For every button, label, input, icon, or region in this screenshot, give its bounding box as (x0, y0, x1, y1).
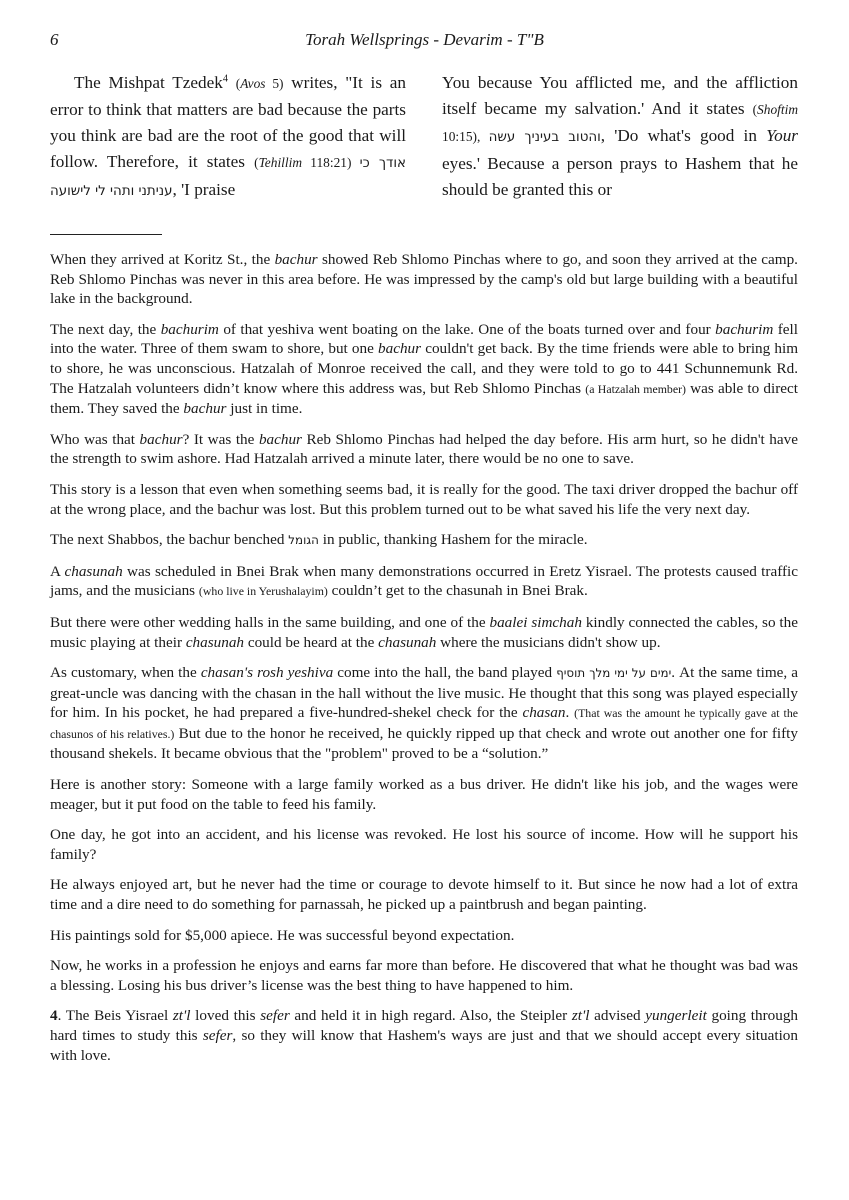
text-run: 5) (265, 76, 284, 91)
footnote-paragraph (50, 926, 798, 946)
text-run: The next Shabbos, the bachur benched (50, 531, 289, 549)
text-run: bachur (139, 430, 183, 448)
hebrew-text: הגומל (288, 533, 319, 548)
footnote-paragraph (50, 825, 798, 864)
text-run: Reb Shlomo Pinchas had helped the day before. His arm hurt, so he didn't have the strength to swim ashore. Had Hatzalah arrived a minute later, there would be no one to save. (50, 430, 798, 468)
footnote-paragraph (50, 530, 798, 551)
text-run: fell into the water. Three of them swam to shore, but one (50, 320, 798, 358)
text-run: (a Hatzalah member) (585, 381, 686, 396)
text-run: chasunah (378, 633, 437, 651)
text-run: writes, "It is an error to think that matters are bad because the parts you think are bad are the root of the good that will follow. Therefore, it states (50, 73, 406, 171)
footnote-paragraph (50, 663, 798, 764)
text-run: A (50, 562, 65, 580)
footnote-paragraph (50, 430, 798, 469)
text-run: This story is a lesson that even when something seems bad, it is really for the good. The taxi driver dropped the bachur off at the wrong place, and the bachur was lost. But this problem turned out to be what saved his life the very next day. (50, 480, 798, 518)
hebrew-text: והטוב בעיניך עשה (488, 130, 601, 145)
column-right (442, 70, 798, 205)
footnote-paragraph (50, 956, 798, 995)
text-run: Who was that (50, 430, 140, 448)
text-run (228, 73, 236, 92)
text-run: chasan (522, 704, 566, 722)
text-run: ( (254, 155, 259, 170)
text-run: One day, he got into an accident, and his license was revoked. He lost his source of income. How will he support his family? (50, 826, 798, 863)
text-run: where the musicians didn't show up. (436, 633, 661, 651)
column-left (50, 70, 406, 205)
text-run: The Mishpat Tzedek (74, 73, 223, 92)
text-run: bachurim (715, 320, 774, 338)
footnotes (50, 250, 798, 1076)
body-paragraph (442, 70, 798, 203)
text-run: ( (235, 76, 241, 91)
footnote-paragraph (50, 480, 798, 519)
text-run: zt'l (172, 1007, 191, 1025)
text-run: chasan's rosh yeshiva (200, 664, 334, 682)
text-run: sefer (260, 1007, 290, 1025)
footnote-paragraph (50, 1006, 798, 1065)
text-run: yungerleit (645, 1007, 707, 1025)
text-run: . (565, 704, 575, 722)
text-run: His paintings sold for $5,000 apiece. He was successful beyond expectation. (50, 926, 515, 944)
text-run: bachur (183, 400, 227, 418)
footnote-paragraph (50, 613, 798, 652)
body-paragraph (50, 70, 406, 205)
text-run: chasunah (185, 633, 245, 651)
footnote-paragraph (50, 775, 798, 814)
text-run: 10:15), (442, 129, 489, 144)
text-run: Here is another story: Someone with a large family worked as a bus driver. He didn't like his job, and the wages were meager, but it put food on the table to feed his family. (50, 776, 798, 813)
text-run: (who live in Yerushalayim) (198, 584, 328, 599)
text-run: . The Beis Yisrael (57, 1007, 173, 1025)
text-run: of that yeshiva went boating on the lake. One of the boats turned over and four (218, 320, 716, 338)
text-run: advised (589, 1007, 646, 1025)
hebrew-text: ימים על ימי מלך תוסיף (556, 666, 672, 681)
footnote-paragraph (50, 875, 798, 914)
text-run: The next day, the (50, 320, 161, 338)
text-run: bachurim (160, 320, 219, 338)
text-run: ? It was the (182, 430, 259, 448)
text-run: Now, he works in a profession he enjoys and earns far more than before. He discovered that what he thought was bad was a blessing. Losing his bus driver’s license was the best thing to have happened to him. (50, 957, 798, 994)
text-run: Tehillim (258, 155, 303, 170)
text-run: just in time. (226, 400, 303, 418)
text-run: was able to direct them. They saved the (50, 379, 798, 418)
main-text (50, 70, 798, 205)
page-number: 6 (50, 30, 59, 49)
text-run: come into the hall, the band played (333, 664, 557, 682)
text-run: (That was the amount he typically gave at the chasunos of his relatives.) (50, 706, 799, 741)
text-run: baalei simchah (489, 613, 582, 631)
text-run: 118:21) (302, 155, 360, 170)
text-run: But due to the honor he received, he quickly ripped up that check and wrote out another one for fifty thousand shekels. It became obvious that the "problem" proved to be a “solution.” (50, 724, 798, 763)
text-run: , 'I praise (172, 180, 236, 199)
text-run: When they arrived at Koritz St., the (50, 251, 275, 268)
text-run: zt'l (571, 1007, 590, 1025)
text-run: He always enjoyed art, but he never had the time or courage to devote himself to it. But since he now had a lot of extra time and a dire need to do something for parnassah, he picked up a paintbrush and began painting. (50, 876, 798, 914)
text-run: As customary, when the (50, 664, 201, 682)
footnote-divider (50, 234, 162, 235)
text-run: showed Reb Shlomo Pinchas where to go, and soon they arrived at the camp. Reb Shlomo Pinchas was never in this area before. He was impressed by the camp's old but large building with a beautiful lake in the background. (50, 251, 798, 308)
text-run: going through hard times to study this (50, 1007, 799, 1044)
text-run: , 'Do what's good in (600, 126, 767, 145)
footnote-paragraph (50, 250, 798, 309)
text-run: . At the same time, a great-uncle was dancing with the chasan in the hall without the live music. He thought that this song was played especially for him. In his pocket, he had prepared a five-hundred-shekel check for the (50, 664, 799, 722)
footnote-ref: 4 (222, 73, 228, 85)
text-run: ( (752, 102, 758, 117)
footnote-paragraph (50, 562, 798, 602)
hebrew-text: אודך כי עניתני ותהי לי לישועה (50, 156, 406, 199)
text-run: bachur (378, 340, 422, 358)
text-run: couldn't get back. By the time friends were able to bring him to shore, he was unconscious. Hatzalah of Monroe received the call, and they were told to go to 441 Schunnemunk Rd. The Hatzalah volunteers didn’t know where this address was, but Reb Shlomo Pinchas (50, 340, 799, 397)
text-run: 4 (50, 1007, 58, 1025)
text-run: Your (766, 126, 798, 145)
text-run: bachur (258, 430, 302, 448)
text-run: eyes.' Because a person prays to Hashem that he should be granted this or (442, 154, 798, 199)
text-run: sefer (202, 1027, 233, 1044)
text-run: loved this (190, 1007, 261, 1025)
text-run: was scheduled in Bnei Brak when many demonstrations occurred in Eretz Yisrael. The protests caused traffic jams, and the musicians (50, 562, 798, 600)
page-header (50, 30, 799, 54)
text-run: But there were other wedding halls in the same building, and one of the (50, 613, 490, 631)
text-run: kindly connected the cables, so the music playing at their (50, 613, 798, 651)
text-run: , so they will know that Hashem's ways are just and that we should accept every situation with love. (50, 1027, 798, 1064)
text-run: Shoftim (757, 102, 798, 117)
text-run: bachur (274, 251, 318, 268)
running-title: Torah Wellsprings - Devarim - T"B (305, 30, 544, 49)
text-run: You because You afflicted me, and the affliction itself became my salvation.' And it states (442, 73, 798, 118)
footnote-paragraph (50, 320, 798, 419)
text-run: chasunah (64, 562, 123, 580)
text-run: in public, thanking Hashem for the miracle. (318, 531, 588, 549)
text-run: couldn’t get to the chasunah in Bnei Brak. (327, 582, 588, 600)
text-run: Avos (240, 76, 266, 91)
text-run: could be heard at the (244, 633, 379, 651)
text-run: and held it in high regard. Also, the Steipler (289, 1007, 572, 1025)
